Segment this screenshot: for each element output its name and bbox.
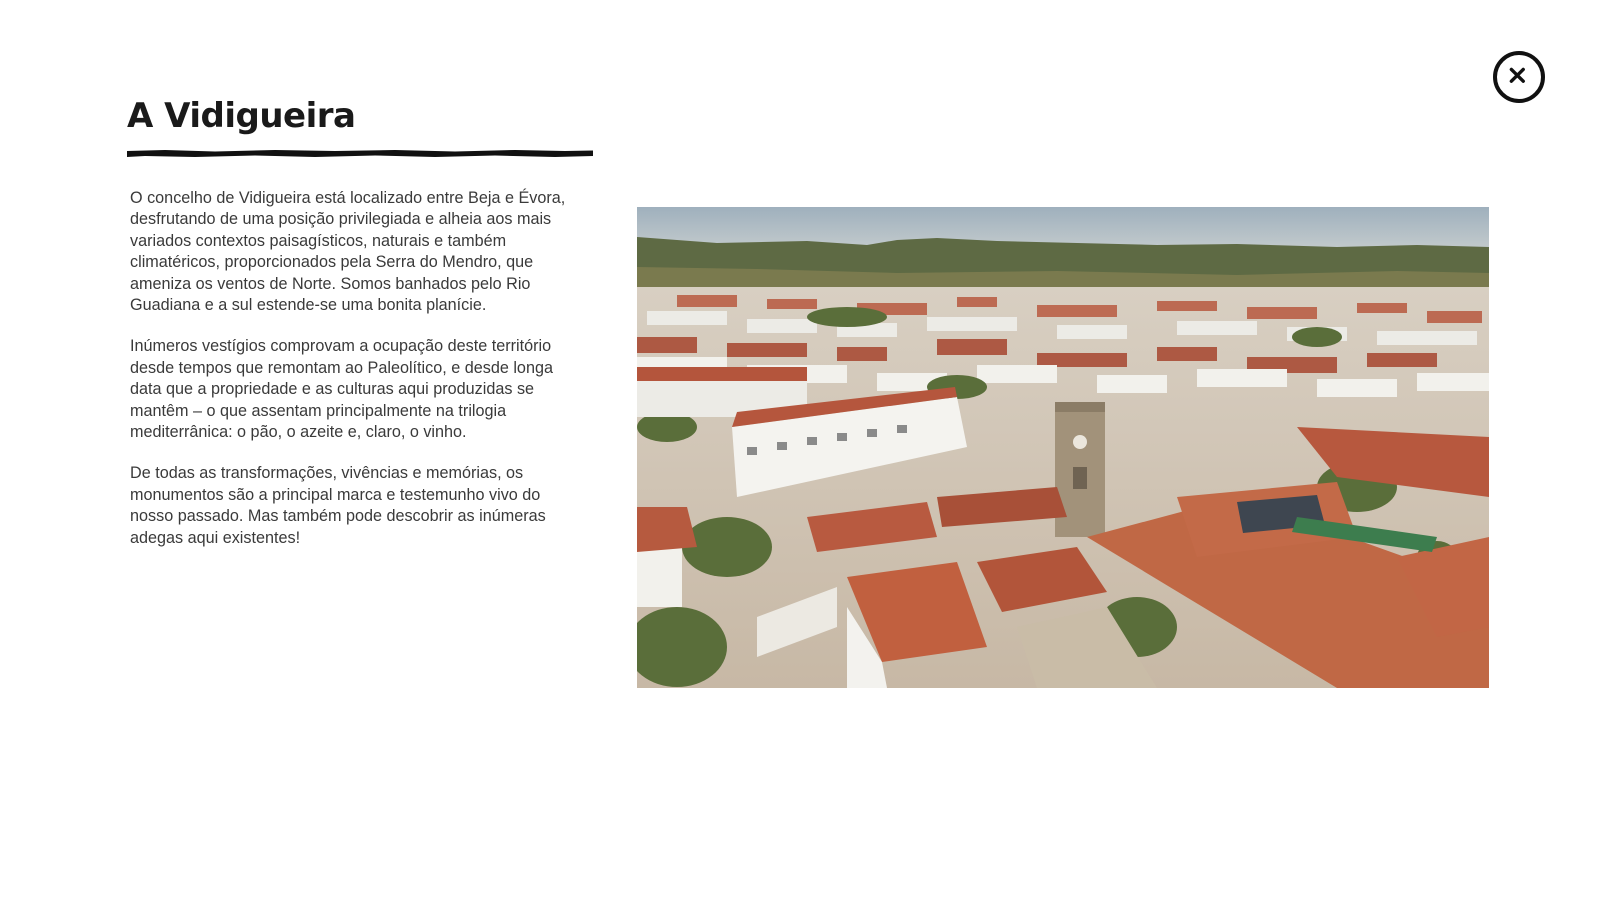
paragraph-history: Inúmeros vestígios comprovam a ocupação deste território desde tempos que remontam ao Paleolítico, e desde longa data que a propriedade e as culturas aqui produzidas se mantêm – o que assentam principalmente na trilogia mediterrânica: o pão, o azeite e, claro, o vinho. xyxy=(130,337,553,442)
paragraph-monuments: De todas as transformações, vivências e memórias, os monumentos são a principal marca e testemunho vivo do nosso passado. Mas também pode descobrir as inúmeras adegas aqui existentes! xyxy=(130,464,546,547)
close-icon xyxy=(1497,55,1541,99)
close-button[interactable] xyxy=(1493,51,1545,103)
title-underline xyxy=(125,146,595,160)
page-title: A Vidigueira xyxy=(127,96,356,136)
town-aerial-photo xyxy=(637,207,1489,688)
intro-text xyxy=(130,188,580,569)
paragraph-location: O concelho de Vidigueira está localizado entre Beja e Évora, desfrutando de uma posição privilegiada e alheia aos mais variados contextos paisagísticos, naturais e também climatéricos, proporcionados pela Serra do Mendro, que ameniza os ventos de Norte. Somos banhados pelo Rio Guadiana e a sul estende-se uma bonita planície. xyxy=(130,189,566,315)
town-aerial-image xyxy=(637,207,1489,688)
